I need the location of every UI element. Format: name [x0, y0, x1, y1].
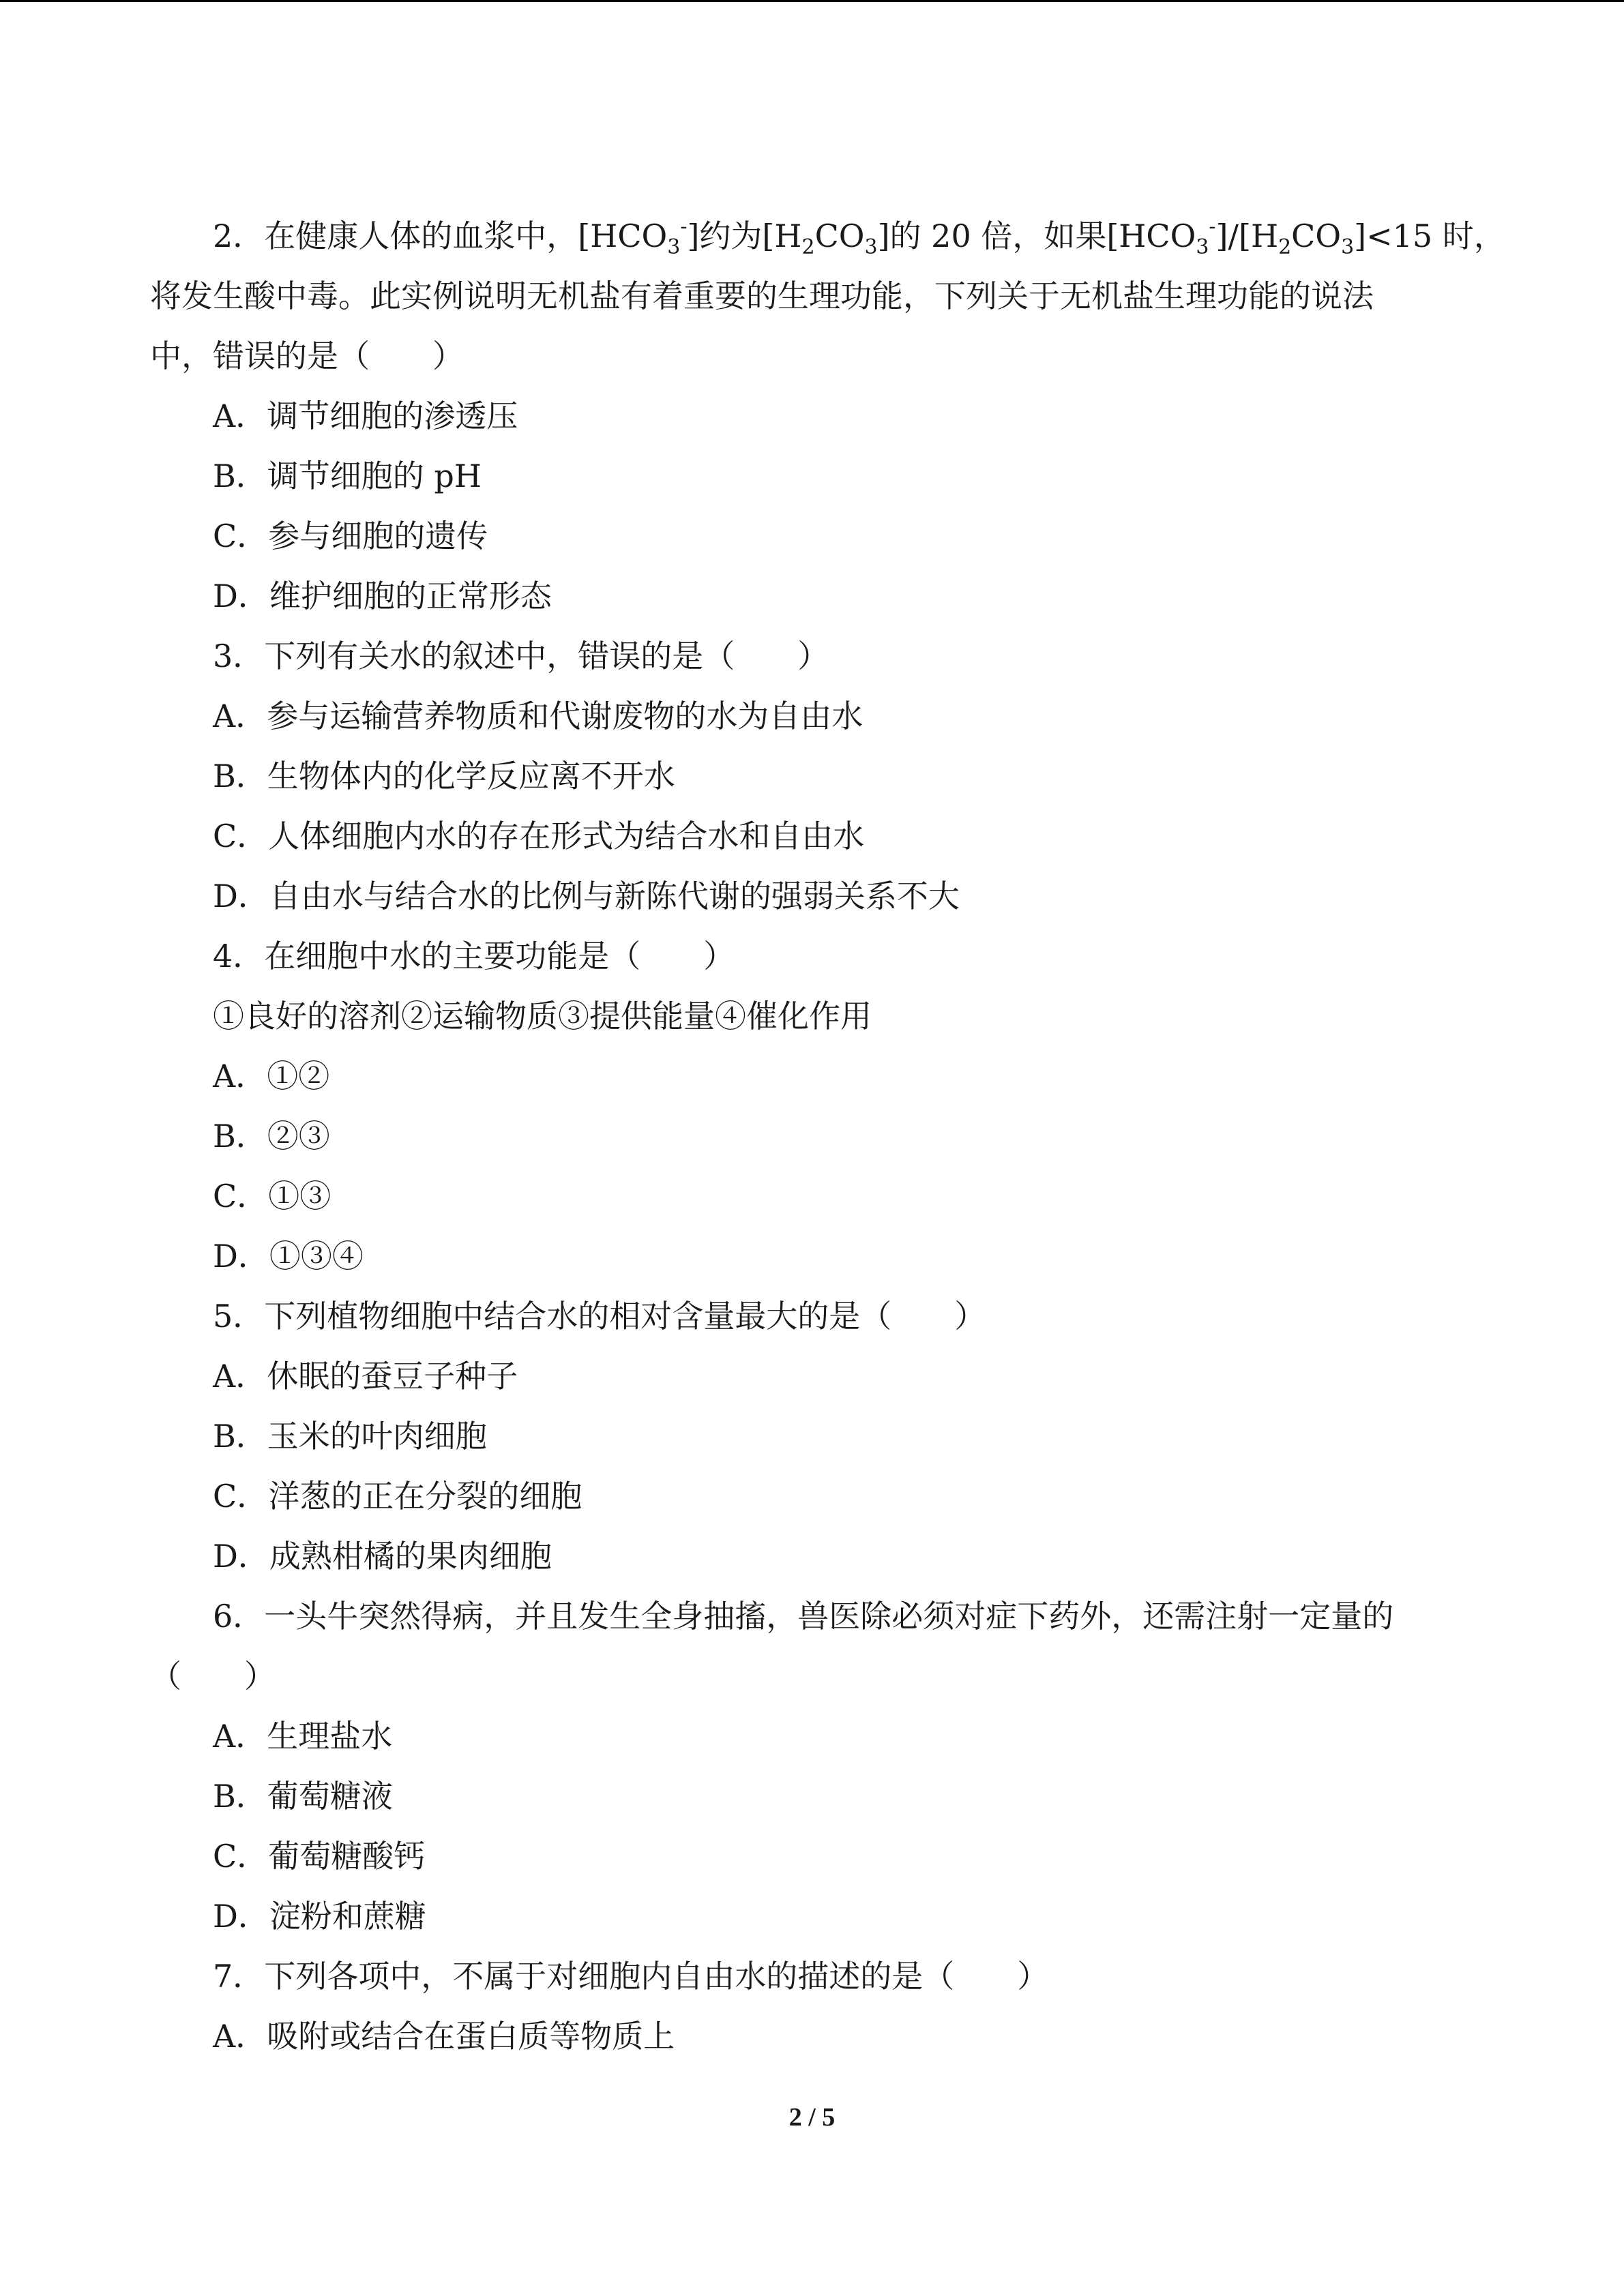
- question-2-option-a: A．调节细胞的渗透压: [213, 398, 518, 434]
- question-2-stem-line-1: 2．在健康人体的血浆中，$[HCO_3^-]$约为$[H_2CO_3]$的 20 倍，如果$[HCO_3^-]/[H_2CO_3]<15$ 时，: [213, 215, 1505, 259]
- question-6-stem-line-2: （ ）: [150, 1658, 276, 1695]
- top-border-line: [0, 0, 1624, 2]
- question-2: [150, 206, 1505, 626]
- question-3-option-d: D．自由水与结合水的比例与新陈代谢的强弱关系不大: [213, 878, 960, 914]
- question-6-option-c: C．葡萄糖酸钙: [213, 1838, 426, 1875]
- question-3-option-a: A．参与运输营养物质和代谢废物的水为自由水: [213, 698, 863, 734]
- question-3-option-c: C．人体细胞内水的存在形式为结合水和自由水: [213, 818, 865, 854]
- question-4-option-b: B．②③: [213, 1118, 330, 1154]
- question-2-stem-line-2: 将发生酸中毒。此实例说明无机盐有着重要的生理功能，下列关于无机盐生理功能的说法: [150, 278, 1374, 314]
- question-4-option-d: D．①③④: [213, 1238, 364, 1274]
- question-6-option-d: D．淀粉和蔗糖: [213, 1898, 426, 1935]
- question-7: [150, 1946, 1446, 2066]
- page-number: 2 / 5: [788, 2103, 836, 2132]
- question-3: [150, 626, 1446, 926]
- question-6-option-a: A．生理盐水: [213, 1718, 393, 1755]
- question-2-stem-line-3: 中，错误的是（ ）: [150, 338, 464, 374]
- question-2-option-b: B．调节细胞的 pH: [213, 458, 482, 494]
- question-4-option-a: A．①②: [213, 1058, 330, 1094]
- question-3-option-b: B．生物体内的化学反应离不开水: [213, 758, 675, 794]
- question-5-option-a: A．休眠的蚕豆子种子: [213, 1358, 518, 1395]
- question-7-option-a: A．吸附或结合在蛋白质等物质上: [213, 2018, 675, 2055]
- question-6-option-b: B．葡萄糖液: [213, 1778, 393, 1815]
- question-3-stem: 3．下列有关水的叙述中，错误的是（ ）: [213, 638, 829, 674]
- question-5: [150, 1286, 1446, 1586]
- question-5-option-d: D．成熟柑橘的果肉细胞: [213, 1538, 552, 1575]
- question-2-option-c: C．参与细胞的遗传: [213, 518, 488, 554]
- question-5-stem: 5．下列植物细胞中结合水的相对含量最大的是（ ）: [213, 1298, 986, 1335]
- question-7-stem: 7．下列各项中，不属于对细胞内自由水的描述的是（ ）: [213, 1958, 1049, 1995]
- question-2-option-d: D．维护细胞的正常形态: [213, 578, 552, 614]
- page-content: [150, 206, 1505, 2066]
- question-4-items: ①良好的溶剂②运输物质③提供能量④催化作用: [213, 998, 872, 1034]
- question-6: [150, 1586, 1446, 1946]
- question-4-option-c: C．①③: [213, 1178, 331, 1214]
- question-5-option-c: C．洋葱的正在分裂的细胞: [213, 1478, 582, 1515]
- question-6-stem-line-1: 6．一头牛突然得病，并且发生全身抽搐，兽医除必须对症下药外，还需注射一定量的: [213, 1598, 1394, 1635]
- question-4: [150, 926, 1446, 1286]
- question-5-option-b: B．玉米的叶肉细胞: [213, 1418, 487, 1455]
- question-4-stem: 4．在细胞中水的主要功能是（ ）: [213, 938, 735, 974]
